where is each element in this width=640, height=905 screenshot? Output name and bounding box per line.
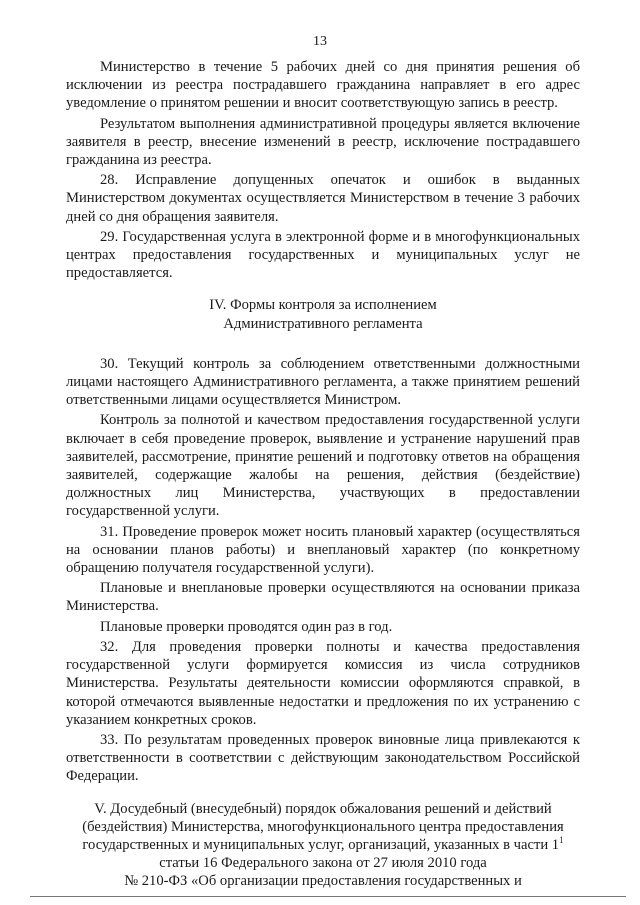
section-5-heading [60, 800, 586, 891]
heading-line: IV. Формы контроля за исполнением [209, 297, 437, 314]
paragraph: 30. Текущий контроль за соблюдением ответственными должностными лицами настоящего Административного регламента, а также принятием решений ответственными лицами осуществляется Министром. [66, 355, 580, 409]
paragraph: Министерство в течение 5 рабочих дней со дня принятия решения об исключении из реестра пострадавшего гражданина направляет в его адрес уведомление о принятом решении и вносит соответствующую запись в реестр. [66, 59, 580, 112]
heading-line [60, 836, 586, 854]
superscript: 1 [559, 835, 564, 846]
heading-line: статьи 16 Федерального закона от 27 июля 2010 года [159, 855, 487, 872]
paragraph: 31. Проведение проверок может носить плановый характер (осуществляться на основании планов работы) и внеплановый характер (по конкретному обращению получателя государственной услуги). [66, 523, 580, 577]
document-body [66, 58, 580, 891]
page-number: 13 [313, 34, 327, 49]
heading-line: V. Досудебный (внесудебный) порядок обжалования решений и действий [94, 800, 552, 817]
heading-line: Административного регламента [223, 315, 423, 332]
paragraph: 28. Исправление допущенных опечаток и ошибок в выданных Министерством документах осуществляется Министерством в течение 3 рабочих дней со дня обращения заявителя. [66, 172, 580, 225]
paragraph: 29. Государственная услуга в электронной форме и в многофункциональных центрах предоставления государственных и муниципальных услуг не предоставляется. [66, 228, 580, 282]
heading-line: № 210-ФЗ «Об организации предоставления государственных и [124, 873, 522, 890]
heading-line-text: государственных и муниципальных услуг, организаций, указанных в части 1 [82, 836, 560, 853]
paragraph: Плановые и внеплановые проверки осуществляются на основании приказа Министерства. [66, 580, 580, 615]
paragraph: Контроль за полнотой и качеством предоставления государственной услуги включает в себя проведение проверок, выявление и устранение нарушений прав заявителей, рассмотрение, принятие решений и подготовку ответов на обращения заявителей, содержащие жалобы на решения, действия (бездействие) должностных лиц Министерства, участвующих в предоставлении государственной услуги. [66, 412, 580, 520]
paragraph: 33. По результатам проведенных проверок виновные лица привлекаются к ответственности в соответствии с действующим законодательством Российской Федерации. [66, 731, 580, 785]
heading-line: (бездействия) Министерства, многофункционального центра предоставления [82, 818, 564, 835]
section-4-heading [66, 296, 580, 332]
paragraph: Результатом выполнения административной процедуры является включение заявителя в реестр, внесение изменений в реестр, исключение пострадавшего гражданина из реестра. [66, 115, 580, 169]
paragraph: 32. Для проведения проверки полноты и качества предоставления государственной услуги формируется комиссия из числа сотрудников Министерства. Результаты деятельности комиссии оформляются справкой, в которой отмечаются выявленные недостатки и предложения по их устранению с указанием конкретных сроков. [66, 638, 580, 728]
page-edge-line [30, 896, 626, 897]
paragraph: Плановые проверки проводятся один раз в год. [100, 618, 393, 635]
